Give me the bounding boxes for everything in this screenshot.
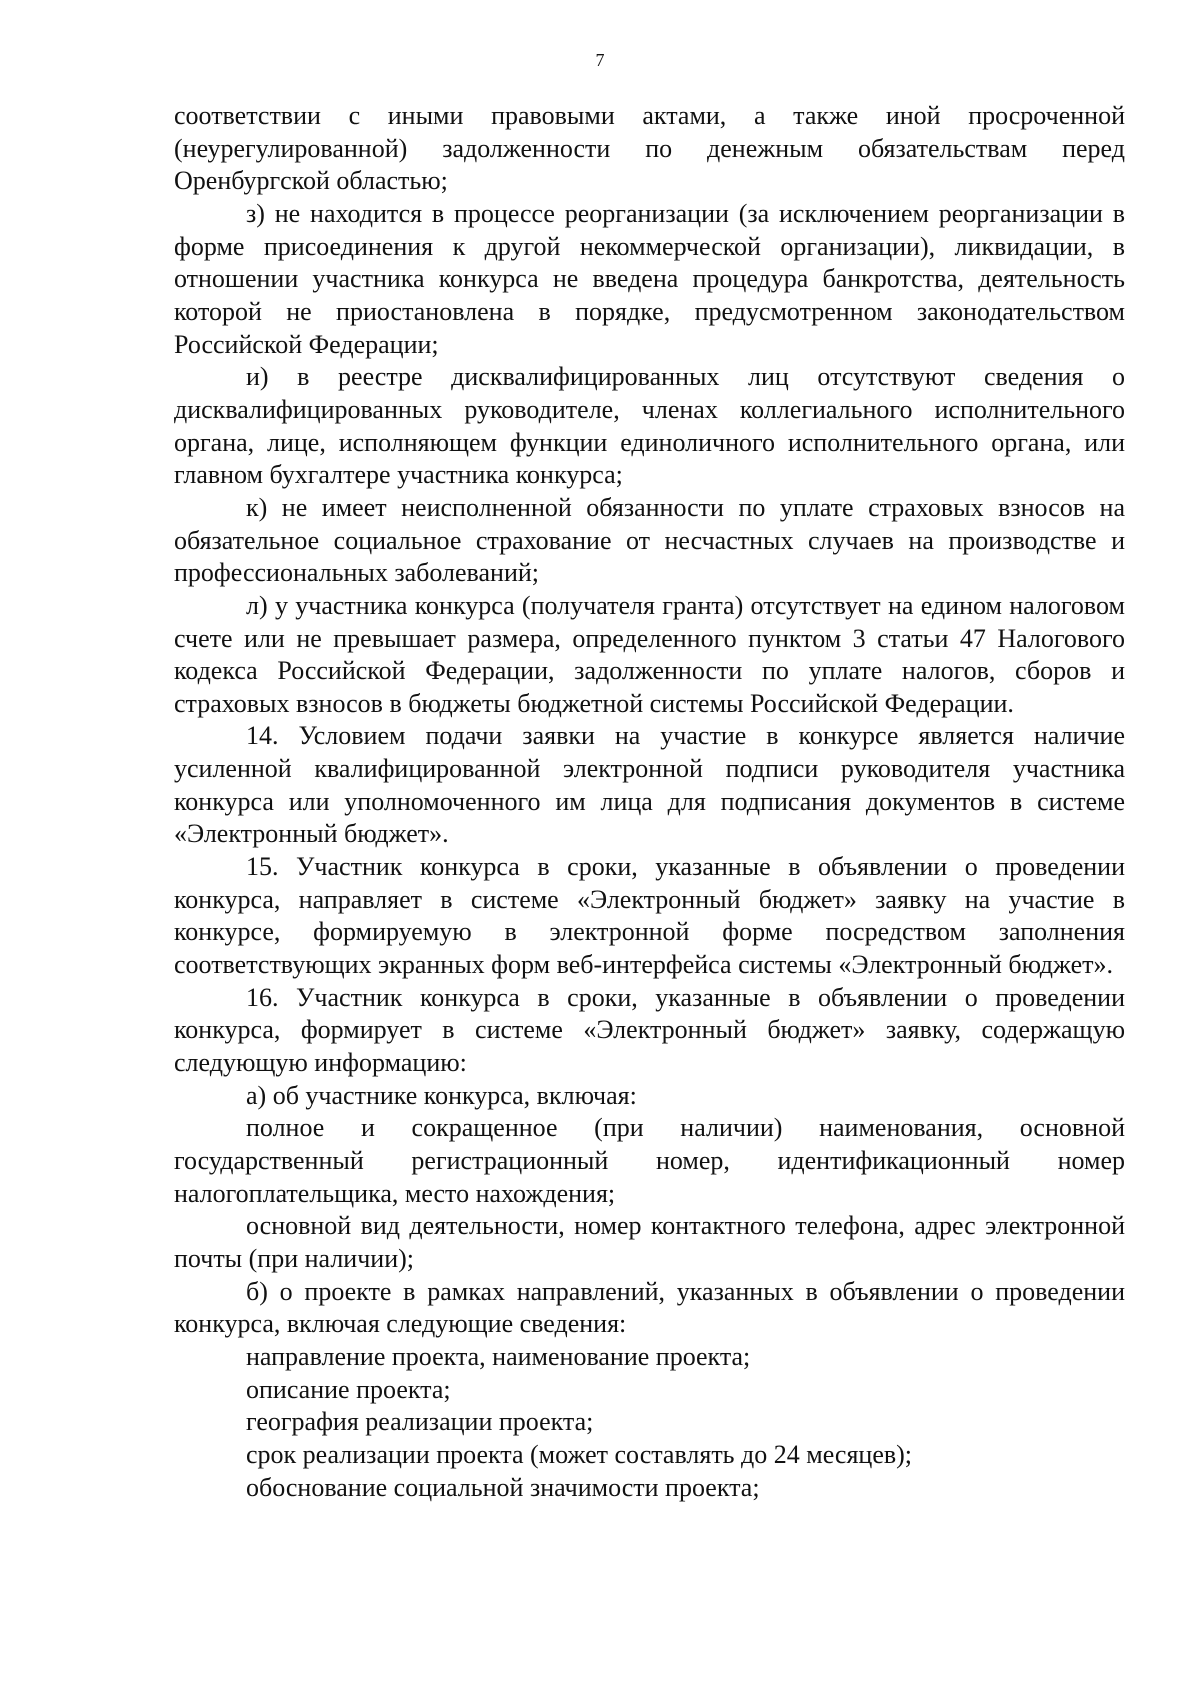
- body-text: [174, 100, 1125, 1504]
- paragraph: 14. Условием подачи заявки на участие в конкурсе является наличие усиленной квалифицированной электронной подписи руководителя участника конкурса или уполномоченного им лица для подписания документов в системе «Электронный бюджет».: [174, 721, 1125, 849]
- paragraph: срок реализации проекта (может составлять до 24 месяцев);: [246, 1439, 913, 1469]
- paragraph: и) в реестре дисквалифицированных лиц отсутствуют сведения о дисквалифицированных руководителе, членах коллегиального исполнительного органа, лице, исполняющем функции единоличного исполнительного органа, или главном бухгалтере участника конкурса;: [174, 362, 1125, 490]
- paragraph: л) у участника конкурса (получателя гранта) отсутствует на едином налоговом счете или не превышает размера, определенного пунктом 3 статьи 47 Налогового кодекса Российской Федерации, задолженности по уплате налогов, сборов и страховых взносов в бюджеты бюджетной системы Российской Федерации.: [174, 590, 1125, 718]
- paragraph: 15. Участник конкурса в сроки, указанные в объявлении о проведении конкурса, направляет в системе «Электронный бюджет» заявку на участие в конкурсе, формируемую в электронной форме посредством заполнения соответствующих экранных форм веб-интерфейса системы «Электронный бюджет».: [174, 852, 1125, 980]
- paragraph: а) об участнике конкурса, включая:: [246, 1080, 637, 1110]
- paragraph: полное и сокращенное (при наличии) наименования, основной государственный регистрационный номер, идентификационный номер налогоплательщика, место нахождения;: [174, 1113, 1125, 1208]
- paragraph: з) не находится в процессе реорганизации (за исключением реорганизации в форме присоединения к другой некоммерческой организации), ликвидации, в отношении участника конкурса не введена процедура банкротства, деятельность которой не приостановлена в порядке, предусмотренном законодательством Российской Федерации;: [174, 198, 1125, 359]
- paragraph: соответствии с иными правовыми актами, а также иной просроченной (неурегулированной) задолженности по денежным обязательствам перед Оренбургской областью;: [174, 101, 1125, 196]
- paragraph: описание проекта;: [246, 1374, 451, 1404]
- paragraph: география реализации проекта;: [246, 1407, 594, 1437]
- paragraph: 16. Участник конкурса в сроки, указанные в объявлении о проведении конкурса, формирует в системе «Электронный бюджет» заявку, содержащую следующую информацию:: [174, 982, 1125, 1078]
- paragraph: б) о проекте в рамках направлений, указанных в объявлении о проведении конкурса, включая следующие сведения:: [174, 1276, 1125, 1339]
- paragraph: направление проекта, наименование проекта;: [246, 1341, 751, 1371]
- paragraph: к) не имеет неисполненной обязанности по уплате страховых взносов на обязательное социальное страхование от несчастных случаев на производстве и профессиональных заболеваний;: [174, 492, 1125, 588]
- page-number: 7: [595, 50, 605, 70]
- paragraph: основной вид деятельности, номер контактного телефона, адрес электронной почты (при наличии);: [174, 1211, 1125, 1273]
- paragraph: обоснование социальной значимости проекта;: [246, 1472, 760, 1502]
